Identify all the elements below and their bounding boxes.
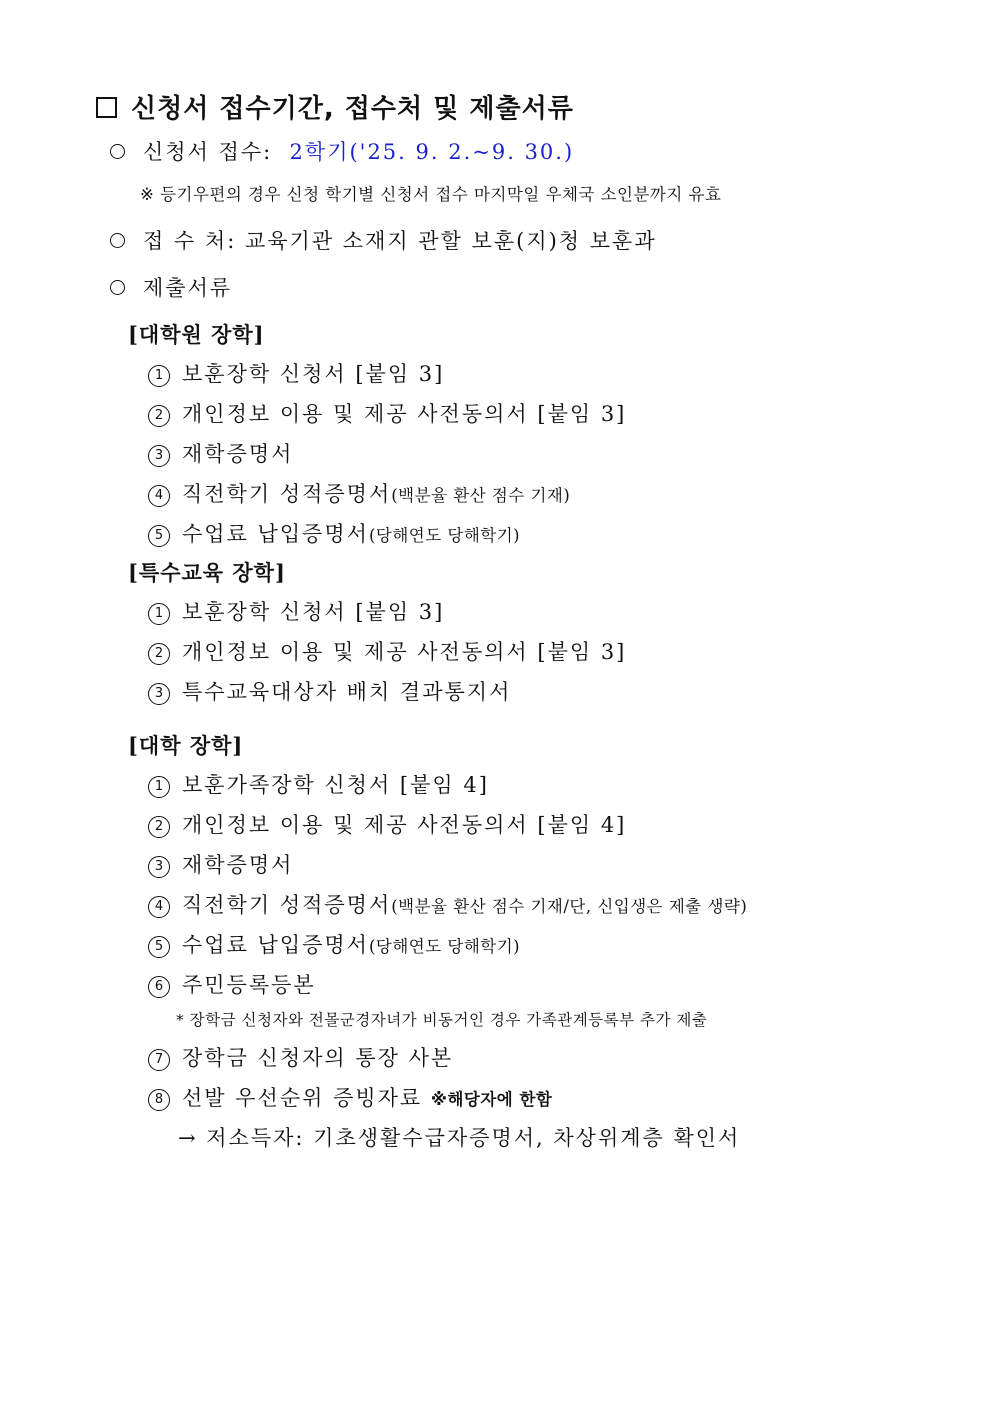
item-note: (당해연도 당해학기) (368, 937, 521, 956)
circled-number-icon: 5 (148, 936, 170, 958)
mail-note: ※ 등기우편의 경우 신청 학기별 신청서 접수 마지막일 우체국 소인분까지 유효 (140, 185, 722, 204)
documents-label-line: 제출서류 (110, 272, 232, 302)
office-line: 접 수 처: 교육기관 소재지 관할 보훈(지)청 보훈과 (110, 225, 657, 255)
section-title: 신청서 접수기간, 접수처 및 제출서류 (96, 88, 574, 125)
graduate-header: [대학원 장학] (128, 322, 265, 347)
list-item: 3 재학증명서 (148, 438, 293, 468)
circled-number-icon: 2 (148, 643, 170, 665)
list-item: 4 직전학기 성적증명서(백분율 환산 점수 기재/단, 신입생은 제출 생략) (148, 889, 747, 919)
list-item: 6 주민등록등본 (148, 969, 316, 999)
circled-number-icon: 1 (148, 776, 170, 798)
circled-number-icon: 2 (148, 816, 170, 838)
list-item: 2 개인정보 이용 및 제공 사전동의서 [붙임 4] (148, 809, 626, 839)
circled-number-icon: 3 (148, 683, 170, 705)
list-item: 2 개인정보 이용 및 제공 사전동의서 [붙임 3] (148, 636, 626, 666)
low-income-line: → 저소득자: 기초생활수급자증명서, 차상위계층 확인서 (178, 1126, 741, 1150)
circle-bullet-icon (110, 144, 125, 159)
circled-number-icon: 5 (148, 525, 170, 547)
application-period: 2학기('25. 9. 2.~9. 30.) (289, 140, 575, 164)
item-note: (백분율 환산 점수 기재/단, 신입생은 제출 생략) (391, 897, 748, 916)
circle-bullet-icon (110, 280, 125, 295)
list-item: 1 보훈가족장학 신청서 [붙임 4] (148, 769, 489, 799)
circled-number-icon: 1 (148, 365, 170, 387)
circle-bullet-icon (110, 233, 125, 248)
circled-number-icon: 2 (148, 405, 170, 427)
circled-number-icon: 4 (148, 485, 170, 507)
item-note: (백분율 환산 점수 기재) (391, 486, 571, 505)
list-item: 1 보훈장학 신청서 [붙임 3] (148, 596, 444, 626)
list-item: 5 수업료 납입증명서(당해연도 당해학기) (148, 518, 520, 548)
circled-number-icon: 4 (148, 896, 170, 918)
circled-number-icon: 7 (148, 1049, 170, 1071)
special-header: [특수교육 장학] (128, 560, 286, 585)
application-period-line: 신청서 접수: 2학기('25. 9. 2.~9. 30.) (110, 136, 574, 166)
list-item: 1 보훈장학 신청서 [붙임 3] (148, 358, 444, 388)
list-item: 5 수업료 납입증명서(당해연도 당해학기) (148, 929, 520, 959)
list-item: 3 재학증명서 (148, 849, 293, 879)
item-note: (당해연도 당해학기) (368, 526, 521, 545)
list-item: 8 선발 우선순위 증빙자료 ※해당자에 한함 (148, 1082, 552, 1112)
circled-number-icon: 8 (148, 1089, 170, 1111)
list-item: 2 개인정보 이용 및 제공 사전동의서 [붙임 3] (148, 398, 626, 428)
university-header: [대학 장학] (128, 733, 244, 758)
circled-number-icon: 6 (148, 976, 170, 998)
circled-number-icon: 1 (148, 603, 170, 625)
item-note: ※해당자에 한함 (430, 1090, 553, 1109)
resident-note: * 장학금 신청자와 전몰군경자녀가 비동거인 경우 가족관계등록부 추가 제출 (176, 1011, 708, 1029)
circled-number-icon: 3 (148, 445, 170, 467)
list-item: 3 특수교육대상자 배치 결과통지서 (148, 676, 511, 706)
circled-number-icon: 3 (148, 856, 170, 878)
list-item: 7 장학금 신청자의 통장 사본 (148, 1042, 453, 1072)
list-item: 4 직전학기 성적증명서(백분율 환산 점수 기재) (148, 478, 570, 508)
checkbox-icon (96, 97, 117, 118)
